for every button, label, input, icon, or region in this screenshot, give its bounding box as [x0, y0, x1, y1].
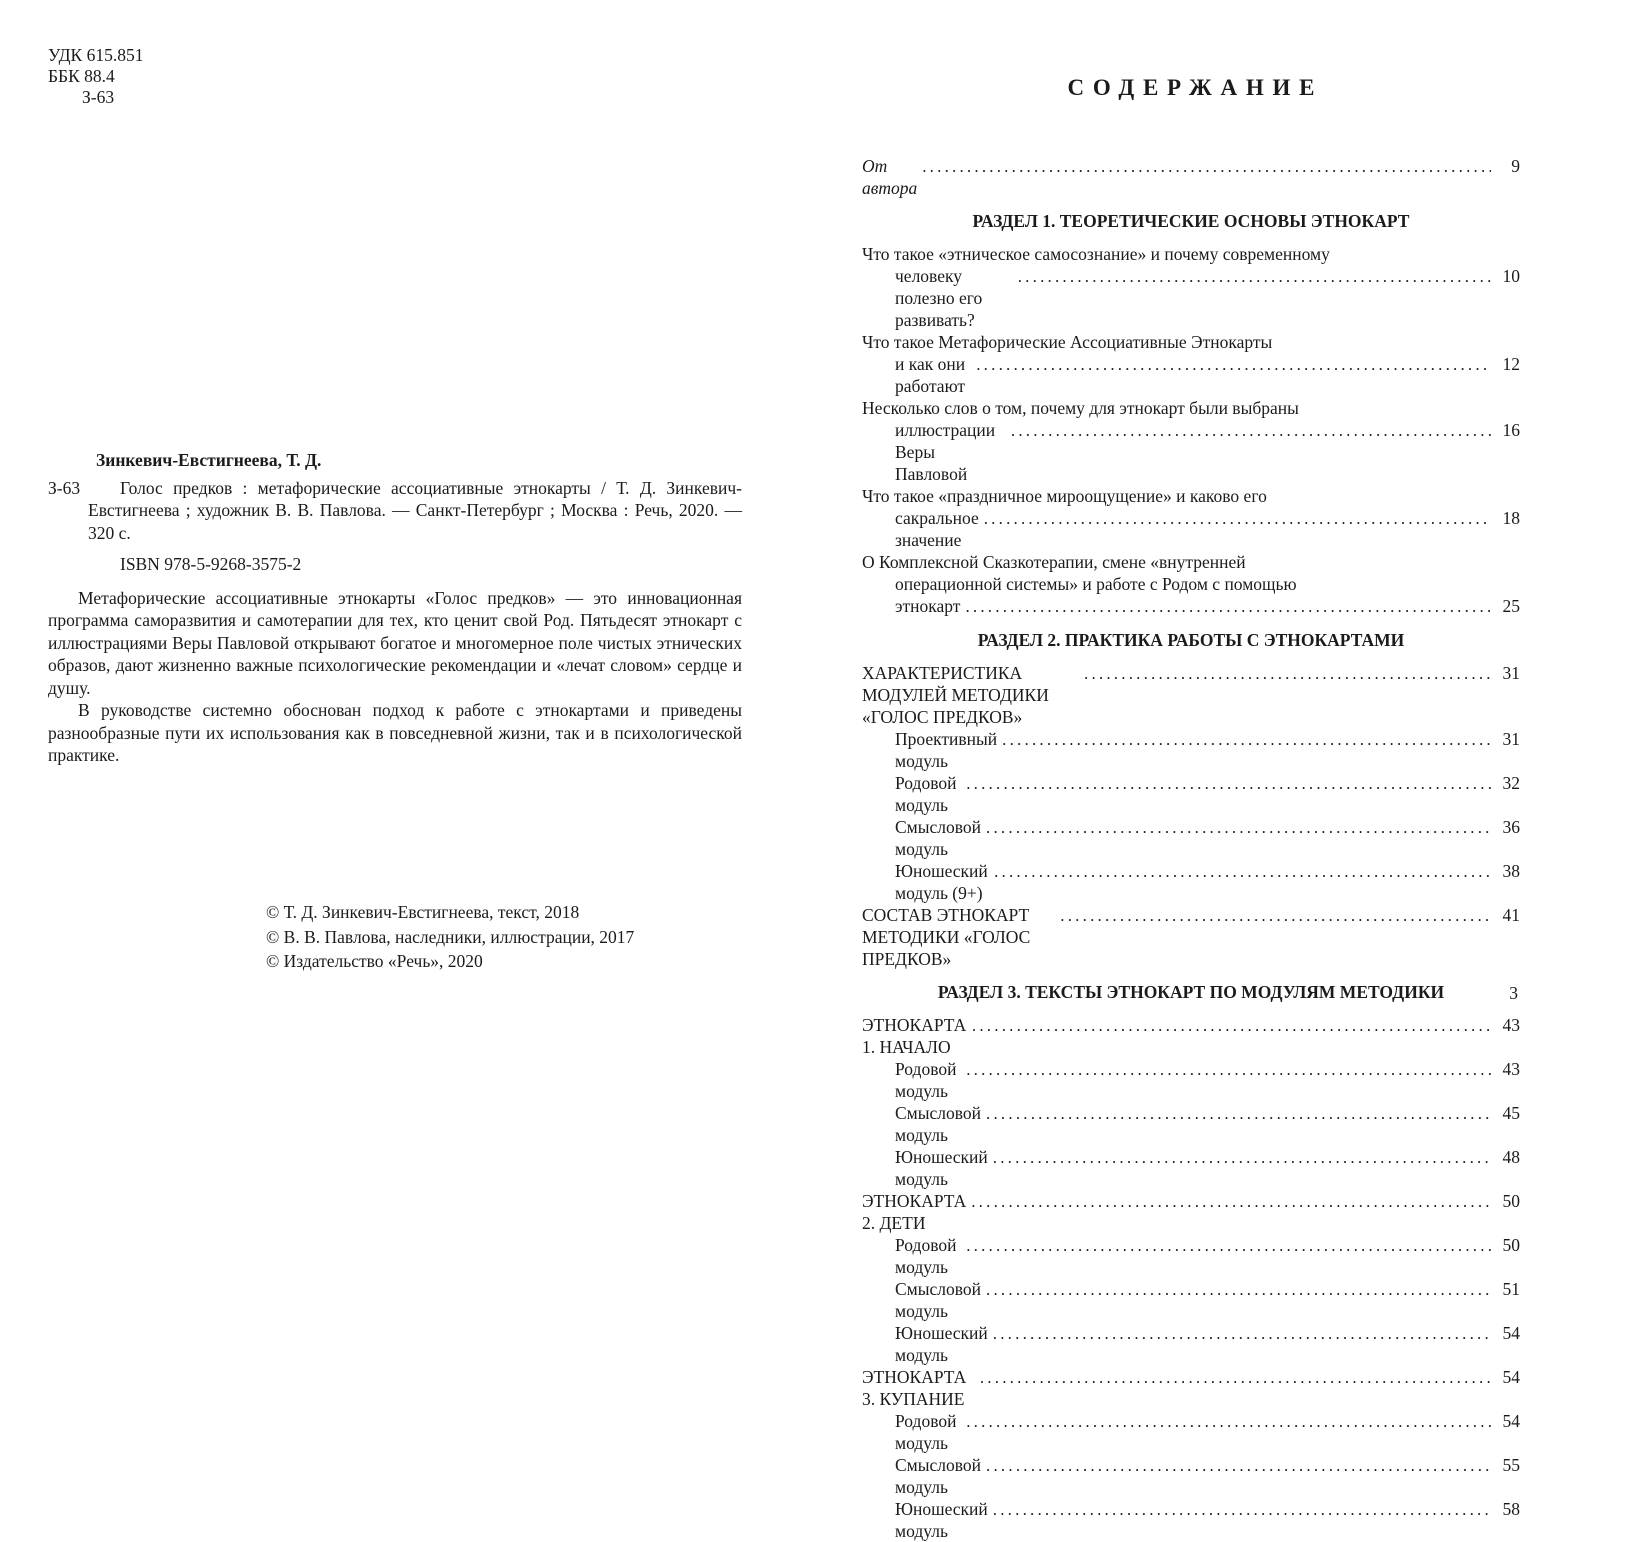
- toc-entry-line: [862, 1190, 1520, 1234]
- toc-entry: [862, 728, 1520, 772]
- toc-entry-line: [895, 1058, 1520, 1102]
- copyright-block: [266, 900, 634, 974]
- copyright-line: © В. В. Павлова, наследники, иллюстрации, 2017: [266, 926, 635, 947]
- toc-entry-text: Несколько слов о том, почему для этнокарт были выбраны: [862, 398, 1299, 418]
- toc-entry-line: [862, 419, 1520, 485]
- dot-leader: [986, 1102, 1491, 1125]
- dot-leader: [976, 353, 1491, 376]
- toc-entry-text: Смысловой модуль: [895, 1455, 986, 1497]
- annotation-paragraph: Метафорические ассоциативные этнокарты «Голос предков» — это инновационная программа саморазвития и самотерапии для тех, кто ценит свой Род. Пятьдесят этнокарт с иллюстрациями Веры Павловой открывают богатое и многомерное поле чистых этнических образов, дают жизненно важные психологические рекомендации и «лечат словом» сердце и душу.: [48, 587, 742, 698]
- dot-leader: [993, 1498, 1491, 1521]
- toc-entry: [862, 1410, 1520, 1454]
- toc-entry: [862, 860, 1520, 904]
- annotation: [48, 587, 742, 767]
- toc-page-number: 31: [1502, 663, 1520, 683]
- toc-entry-line: [862, 155, 1520, 199]
- toc-entry-text: Юношеский модуль: [895, 1323, 993, 1365]
- catalog-code: З-63: [48, 477, 81, 498]
- toc-entry: [862, 551, 1520, 618]
- dot-leader: [986, 1278, 1491, 1301]
- toc-section-heading: РАЗДЕЛ 3. ТЕКСТЫ ЭТНОКАРТ ПО МОДУЛЯМ МЕТОДИКИ: [937, 982, 1445, 1002]
- toc-entry-line: [862, 904, 1520, 970]
- toc-page-number: 58: [1502, 1499, 1520, 1519]
- toc-entry-line: [862, 331, 1520, 353]
- toc-page-number: 41: [1502, 905, 1520, 925]
- toc-entry-line: [862, 243, 1520, 265]
- toc-page-number: 43: [1502, 1059, 1520, 1079]
- toc-entry-line: [862, 265, 1520, 331]
- toc-entry-line: [895, 1454, 1520, 1498]
- toc-entry-line: [895, 1146, 1520, 1190]
- bibliographic-entry: Голос предков : метафорические ассоциативные этнокарты / Т. Д. Зинкевич-Евстигнеева ; художник В. В. Павлова. — Санкт-Петербург ; Москва : Речь, 2020. — 320 с.: [88, 477, 742, 543]
- toc-entry-line: [895, 1102, 1520, 1146]
- toc-entry: [862, 662, 1520, 728]
- toc-page-number: 32: [1502, 773, 1520, 793]
- toc-entry-line: [895, 1322, 1520, 1366]
- toc-page-number: 48: [1502, 1147, 1520, 1167]
- toc-page-number: 43: [1502, 1015, 1520, 1035]
- toc-page-number: 54: [1502, 1367, 1520, 1387]
- toc-entry-text: Проективный модуль: [895, 729, 1002, 771]
- toc-entry-text: человеку полезно его развивать?: [895, 266, 987, 330]
- toc-entry-line: [862, 551, 1520, 573]
- toc-page-number: 9: [1511, 156, 1520, 176]
- toc-entry: [862, 1322, 1520, 1366]
- toc-entry: [862, 243, 1520, 331]
- toc-entry-text: ЭТНОКАРТА 2. ДЕТИ: [862, 1191, 971, 1233]
- toc-entry-text: Что такое «праздничное мироощущение» и каково его: [862, 486, 1267, 506]
- copyright-page: [48, 45, 742, 1035]
- bibliographic-block: [48, 477, 742, 545]
- toc-entry-line: [895, 1234, 1520, 1278]
- toc-entry-line: [895, 1278, 1520, 1322]
- toc-entry-text: этнокарт: [895, 596, 961, 616]
- index-code: З-63: [82, 87, 115, 107]
- toc-entry-text: Родовой модуль: [895, 1235, 961, 1277]
- toc-entry-text: Что такое «этническое самосознание» и почему современному: [862, 244, 1330, 264]
- toc-page-number: 50: [1502, 1235, 1520, 1255]
- toc-entry-line: [862, 485, 1520, 507]
- toc-entry-line: [862, 1366, 1520, 1410]
- toc-entry: [862, 1190, 1520, 1234]
- dot-leader: [984, 507, 1491, 530]
- toc-entry: [862, 1102, 1520, 1146]
- toc-entry-text: сакральное значение: [895, 508, 984, 550]
- udk-code: УДК 615.851: [48, 45, 144, 65]
- dot-leader: [966, 1234, 1491, 1257]
- toc-entry: [862, 1366, 1520, 1410]
- toc-entry-text: Смысловой модуль: [895, 1279, 986, 1321]
- dot-leader: [966, 772, 1491, 795]
- toc-page-number: 45: [1502, 1103, 1520, 1123]
- imprint-codes: [48, 45, 742, 108]
- dot-leader: [972, 1014, 1491, 1037]
- toc-entry-text: Смысловой модуль: [895, 1103, 986, 1145]
- contents-title: СОДЕРЖАНИЕ: [1067, 75, 1324, 100]
- toc-entry-line: [895, 816, 1520, 860]
- toc-entry-line: [862, 662, 1520, 728]
- dot-leader: [965, 595, 1491, 618]
- toc-entry-text: и как они работают: [895, 354, 970, 396]
- dot-leader: [966, 1410, 1491, 1433]
- dot-leader: [994, 860, 1491, 883]
- contents-page: [862, 75, 1520, 1541]
- toc-entry-text: Смысловой модуль: [895, 817, 986, 859]
- toc-entry-line: [862, 573, 1520, 595]
- toc-entry-line: [862, 1014, 1520, 1058]
- toc-entry: [862, 331, 1520, 397]
- toc-entry-text: Родовой модуль: [895, 1059, 961, 1101]
- toc-page-number: 16: [1502, 420, 1520, 440]
- cataloging-block: [48, 449, 742, 767]
- toc-entry: [862, 1234, 1520, 1278]
- toc-entry-text: СОСТАВ ЭТНОКАРТ МЕТОДИКИ «ГОЛОС ПРЕДКОВ»: [862, 905, 1035, 969]
- toc-entry-text: Что такое Метафорические Ассоциативные Этнокарты: [862, 332, 1273, 352]
- toc-section-heading: РАЗДЕЛ 2. ПРАКТИКА РАБОТЫ С ЭТНОКАРТАМИ: [977, 630, 1405, 650]
- dot-leader: [966, 1058, 1491, 1081]
- toc-entry-text: ХАРАКТЕРИСТИКА МОДУЛЕЙ МЕТОДИКИ «ГОЛОС ПРЕДКОВ»: [862, 663, 1054, 727]
- toc-entry: [862, 1278, 1520, 1322]
- page-number: 3: [1509, 983, 1518, 1003]
- dot-leader: [986, 816, 1491, 839]
- toc-entry-text: Юношеский модуль (9+): [895, 861, 993, 903]
- toc-entry: [862, 904, 1520, 970]
- toc-entry-text: иллюстрации Веры Павловой: [895, 420, 1000, 484]
- dot-leader: [993, 1146, 1491, 1169]
- toc-entry-line: [895, 772, 1520, 816]
- toc-entry: [862, 1146, 1520, 1190]
- annotation-paragraph: В руководстве системно обоснован подход к работе с этнокартами и приведены разнообразные пути их использования как в повседневной жизни, так и в психологической практике.: [48, 700, 742, 765]
- toc-entry-text: От автора: [862, 156, 918, 198]
- toc-entry-line: [895, 1410, 1520, 1454]
- toc-entry-text: ЭТНОКАРТА 3. КУПАНИЕ: [862, 1367, 971, 1409]
- toc-entry-text: операционной системы» и работе с Родом с помощью: [895, 574, 1297, 594]
- toc-entry-text: ЭТНОКАРТА 1. НАЧАЛО: [862, 1015, 971, 1057]
- toc-page-number: 55: [1502, 1455, 1520, 1475]
- toc-entry: [862, 772, 1520, 816]
- toc-entry-text: Родовой модуль: [895, 773, 961, 815]
- toc-entry-line: [895, 860, 1520, 904]
- dot-leader: [1018, 265, 1491, 288]
- toc-page-number: 18: [1502, 508, 1520, 528]
- dot-leader: [980, 1366, 1491, 1389]
- toc-entry: [862, 1454, 1520, 1498]
- toc-entry-line: [895, 728, 1520, 772]
- toc-entry: [862, 155, 1520, 199]
- toc-entry: [862, 1014, 1520, 1058]
- toc-entry-text: Юношеский модуль: [895, 1147, 993, 1189]
- bbk-code: ББК 88.4: [48, 66, 115, 86]
- dot-leader: [971, 1190, 1491, 1213]
- toc-entry-text: Родовой модуль: [895, 1411, 961, 1453]
- toc-page-number: 25: [1502, 596, 1520, 616]
- toc-page-number: 54: [1502, 1411, 1520, 1431]
- toc-entry: [862, 1498, 1520, 1542]
- toc-entry: [862, 1058, 1520, 1102]
- dot-leader: [993, 1322, 1491, 1345]
- dot-leader: [986, 1454, 1491, 1477]
- toc-entry-line: [862, 507, 1520, 551]
- toc-section-heading: РАЗДЕЛ 1. ТЕОРЕТИЧЕСКИЕ ОСНОВЫ ЭТНОКАРТ: [972, 211, 1410, 231]
- toc-page-number: 36: [1502, 817, 1520, 837]
- dot-leader: [1011, 419, 1491, 442]
- toc-entry-line: [862, 397, 1520, 419]
- toc-entry-line: [862, 595, 1520, 618]
- toc-entry-text: О Комплексной Сказкотерапии, смене «внутренней: [862, 552, 1246, 572]
- toc-entry: [862, 816, 1520, 860]
- copyright-line: © Т. Д. Зинкевич-Евстигнеева, текст, 2018: [266, 902, 580, 922]
- dot-leader: [922, 155, 1491, 178]
- toc-page-number: 38: [1502, 861, 1520, 881]
- toc-entry-line: [895, 1498, 1520, 1542]
- toc-page-number: 54: [1502, 1323, 1520, 1343]
- dot-leader: [1002, 728, 1491, 751]
- toc-page-number: 51: [1502, 1279, 1520, 1299]
- toc-page-number: 10: [1502, 266, 1520, 286]
- copyright-line: © Издательство «Речь», 2020: [266, 951, 483, 971]
- author-name: Зинкевич-Евстигнеева, Т. Д.: [96, 450, 322, 470]
- toc-list: [862, 155, 1520, 1542]
- toc-entry-text: Юношеский модуль: [895, 1499, 993, 1541]
- isbn: ISBN 978-5-9268-3575-2: [120, 554, 302, 574]
- toc-entry: [862, 485, 1520, 551]
- dot-leader: [1084, 662, 1491, 685]
- toc-page-number: 31: [1502, 729, 1520, 749]
- toc-page-number: 50: [1502, 1191, 1520, 1211]
- dot-leader: [1060, 904, 1491, 927]
- toc-entry-line: [862, 353, 1520, 397]
- toc-entry: [862, 397, 1520, 485]
- toc-page-number: 12: [1502, 354, 1520, 374]
